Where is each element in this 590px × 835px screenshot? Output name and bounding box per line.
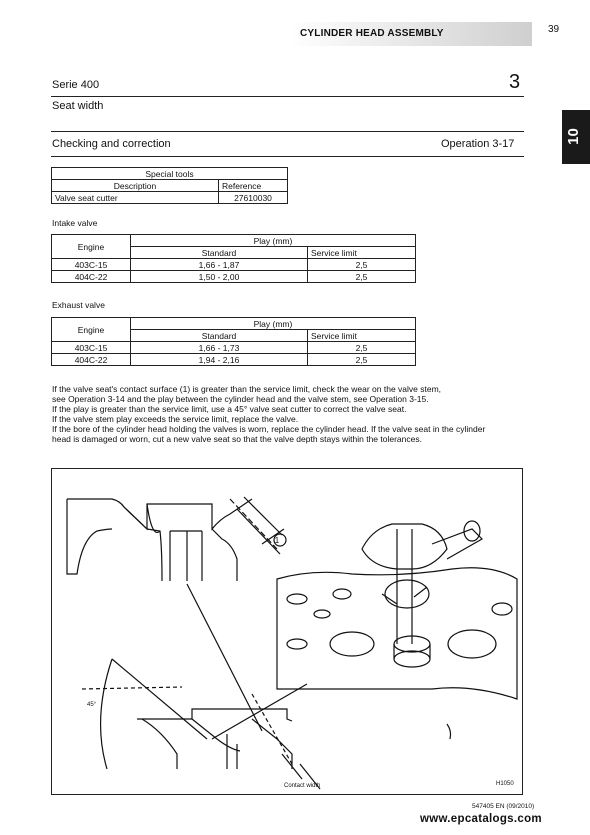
exhaust-standard-cell: 1,66 - 1,73 [131, 342, 308, 354]
exhaust-engine-cell: 404C-22 [52, 354, 131, 366]
figure-code: H1050 [496, 781, 514, 787]
tool-description: Valve seat cutter [52, 192, 219, 204]
header-title: CYLINDER HEAD ASSEMBLY [300, 28, 444, 39]
chapter-tab-label: 10 [564, 128, 582, 145]
table-row [52, 354, 416, 366]
intake-standard-header: Standard [131, 247, 308, 259]
section-rule-top [51, 131, 524, 132]
exhaust-standard-cell: 1,94 - 2,16 [131, 354, 308, 366]
exhaust-caption: Exhaust valve [52, 300, 105, 310]
page-subtitle: Seat width [52, 100, 104, 112]
tools-header-reference: Reference [219, 180, 288, 192]
table-row [52, 342, 416, 354]
exhaust-limit-cell: 2,5 [308, 354, 416, 366]
exhaust-service-header: Service limit [308, 330, 416, 342]
intake-play-header: Play (mm) [131, 235, 416, 247]
intake-limit-cell: 2,5 [308, 271, 416, 283]
special-tools-title: Special tools [52, 168, 288, 180]
paragraph-line: If the valve seat's contact surface (1) is greater than the service limit, check the wear on the valve stem, [52, 384, 442, 394]
intake-engine-cell: 404C-22 [52, 271, 131, 283]
exhaust-engine-header: Engine [52, 318, 131, 342]
table-row [52, 271, 416, 283]
intake-standard-cell: 1,50 - 2,00 [131, 271, 308, 283]
chapter-number: 3 [509, 71, 521, 93]
document-code: 547405 EN (09/2010) [472, 803, 535, 810]
exhaust-limit-cell: 2,5 [308, 342, 416, 354]
exhaust-standard-header: Standard [131, 330, 308, 342]
serie-label: Serie 400 [52, 79, 100, 91]
exhaust-play-header: Play (mm) [131, 318, 416, 330]
operation-number: Operation 3-17 [441, 138, 515, 150]
tools-header-description: Description [52, 180, 219, 192]
instructions-paragraph [52, 384, 522, 444]
angle-label: 45° [87, 702, 97, 708]
paragraph-line: If the bore of the cylinder head holding the valves is worn, replace the cylinder head. If the valve seat in the cylinder [52, 424, 486, 434]
exhaust-engine-cell: 403C-15 [52, 342, 131, 354]
table-row [52, 259, 416, 271]
callout-label: 1 [274, 536, 280, 545]
special-tools-table [51, 167, 288, 204]
paragraph-line: see Operation 3-14 and the play between the cylinder head and the valve stem, see Operation 3-15. [52, 394, 429, 404]
paragraph-line: If the valve stem play exceeds the service limit, replace the valve. [52, 414, 299, 424]
intake-service-header: Service limit [308, 247, 416, 259]
intake-limit-cell: 2,5 [308, 259, 416, 271]
intake-caption: Intake valve [52, 218, 98, 228]
watermark-url: www.epcatalogs.com [420, 813, 542, 825]
valve-seat-figure [51, 468, 523, 795]
paragraph-line: If the play is greater than the service limit, use a 45° valve seat cutter to correct the valve seat. [52, 404, 407, 414]
valve-seat-illustration [52, 469, 522, 794]
exhaust-table [51, 317, 416, 366]
intake-standard-cell: 1,66 - 1,87 [131, 259, 308, 271]
section-rule-bottom [51, 156, 524, 157]
page-number: 39 [548, 24, 560, 35]
chapter-tab [562, 110, 590, 164]
contact-width-label: Contact width [284, 783, 321, 789]
tool-reference: 27610030 [219, 192, 288, 204]
intake-engine-cell: 403C-15 [52, 259, 131, 271]
section-title: Checking and correction [52, 138, 171, 150]
intake-table [51, 234, 416, 283]
title-rule [51, 96, 524, 97]
paragraph-line: head is damaged or worn, cut a new valve seat so that the valve depth stays within the tolerances. [52, 434, 422, 444]
intake-engine-header: Engine [52, 235, 131, 259]
